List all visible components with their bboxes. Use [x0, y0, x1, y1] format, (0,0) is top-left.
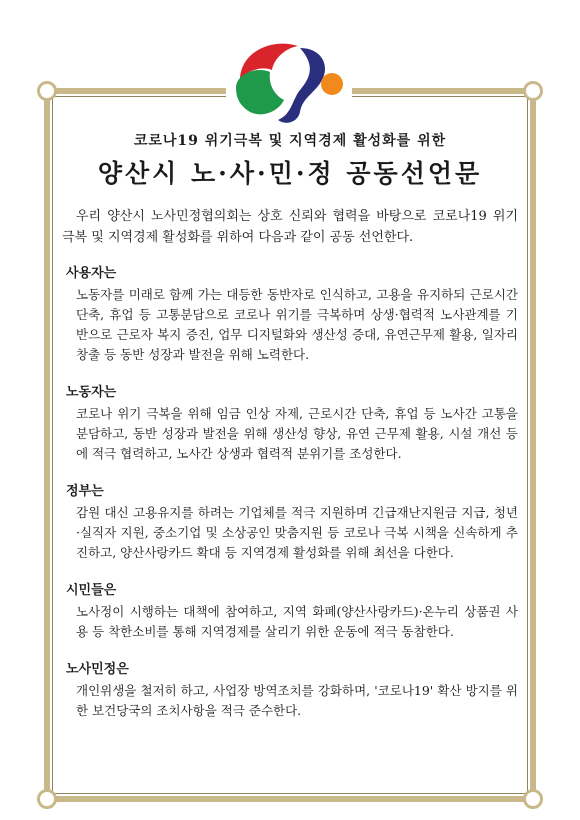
section-government	[62, 480, 518, 563]
intro-paragraph: 우리 양산시 노사민정협의회는 상호 신뢰와 협력을 바탕으로 코로나19 위기 극복 및 지역경제 활성화를 위하여 다음과 같이 공동 선언한다.	[62, 209, 518, 245]
section-body: 코로나 위기 극복을 위해 임금 인상 자제, 근로시간 단축, 휴업 등 노사간 고통을 분담하고, 동반 성장과 발전을 위해 생산성 향상, 유연 근무제 활용, 시설 개선 등에 적극 협력하고, 노사간 상생과 협력적 분위기를 조성한다.	[76, 406, 518, 461]
section-all-parties	[62, 658, 518, 721]
frame-corner-ornament	[37, 789, 57, 809]
section-workers	[62, 381, 518, 464]
section-body: 노동자를 미래로 함께 가는 대등한 동반자로 인식하고, 고용을 유지하되 근로시간 단축, 휴업 등 고통분담으로 코로나 위기를 극복하며 상생·협력적 노사관계를 기반으로 근로자 복지 증진, 업무 디지털화와 생산성 증대, 유연근무제 활용, 일자리 창출 등 동반 성장과 발전을 위해 노력한다.	[76, 287, 518, 362]
section-body: 노사정이 시행하는 대책에 참여하고, 지역 화폐(양산사랑카드)·온누리 상품권 사용 등 착한소비를 통해 지역경제를 살리기 위한 운동에 적극 동참한다.	[76, 604, 518, 639]
city-emblem-logo	[226, 36, 352, 126]
section-heading: 사용자는	[66, 266, 117, 281]
section-body: 개인위생을 철저히 하고, 사업장 방역조치를 강화하며, '코로나19' 확산 방지를 위한 보건당국의 조치사항을 적극 준수한다.	[76, 683, 518, 718]
frame-corner-ornament	[37, 81, 57, 101]
frame-corner-ornament	[523, 789, 543, 809]
document-title: 양산시 노·사·민·정 공동선언문	[97, 159, 483, 188]
section-heading: 시민들은	[66, 583, 117, 598]
section-heading: 노사민정은	[66, 662, 129, 677]
section-employers	[62, 262, 518, 365]
frame-corner-ornament	[523, 81, 543, 101]
section-heading: 정부는	[66, 484, 104, 499]
section-heading: 노동자는	[66, 385, 117, 400]
declaration-content	[62, 130, 518, 737]
section-body: 감원 대신 고용유지를 하려는 기업체를 적극 지원하며 긴급재난지원금 지급, 청년·실직자 지원, 중소기업 및 소상공인 맞춤지원 등 코로나 극복 시책을 신속하게 추진하고, 양산사랑카드 확대 등 지역경제 활성화를 위해 최선을 다한다.	[76, 505, 518, 560]
emblem-orange-dot	[321, 73, 343, 95]
section-citizens	[62, 579, 518, 642]
document-subtitle: 코로나19 위기극복 및 지역경제 활성화를 위한	[133, 133, 447, 149]
